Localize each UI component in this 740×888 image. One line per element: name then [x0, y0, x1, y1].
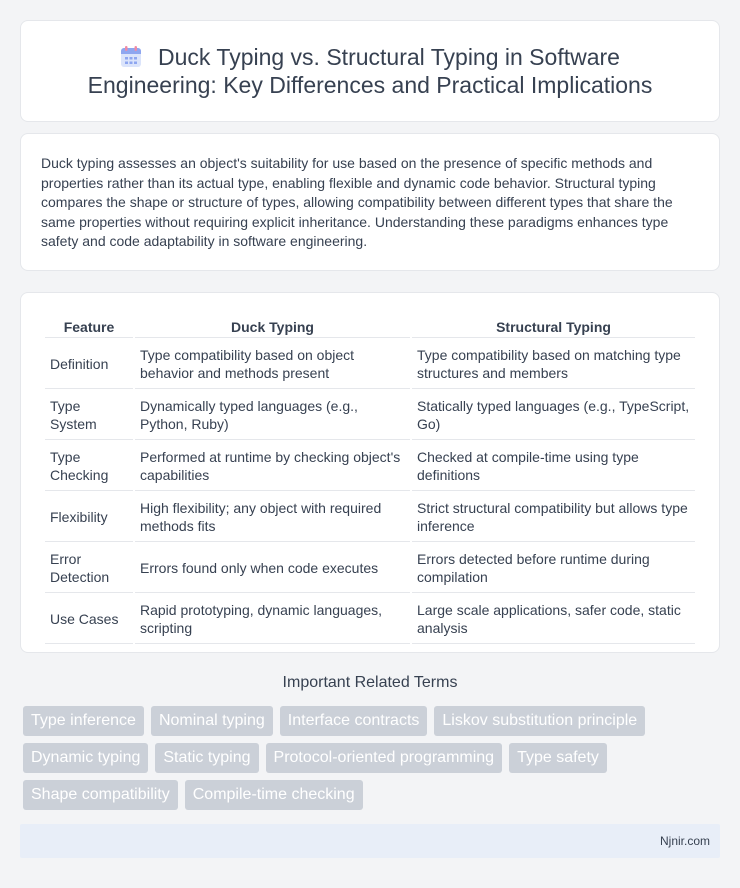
structural-cell: Statically typed languages (e.g., TypeScript, Go) — [412, 391, 695, 440]
structural-cell: Type compatibility based on matching type structures and members — [412, 340, 695, 389]
tag-nominal-typing[interactable]: Nominal typing — [151, 706, 273, 736]
feature-cell: Type System — [45, 391, 133, 440]
title-wrap — [21, 43, 719, 99]
footer-site[interactable]: Njnir.com — [659, 834, 710, 848]
duck-cell: Errors found only when code executes — [135, 544, 410, 593]
header-feature: Feature — [45, 315, 133, 338]
duck-cell: High flexibility; any object with required methods fits — [135, 493, 410, 542]
duck-cell: Dynamically typed languages (e.g., Python, Ruby) — [135, 391, 410, 440]
table-row — [45, 391, 695, 440]
related-terms-heading: Important Related Terms — [282, 674, 458, 691]
tag-static-typing[interactable]: Static typing — [155, 743, 258, 773]
feature-cell: Error Detection — [45, 544, 133, 593]
tag-liskov-substitution[interactable]: Liskov substitution principle — [434, 706, 645, 736]
structural-cell: Strict structural compatibility but allows type inference — [412, 493, 695, 542]
tag-type-safety[interactable]: Type safety — [509, 743, 607, 773]
tag-interface-contracts[interactable]: Interface contracts — [280, 706, 428, 736]
tag-shape-compatibility[interactable]: Shape compatibility — [23, 780, 178, 810]
tag-dynamic-typing[interactable]: Dynamic typing — [23, 743, 148, 773]
tag-protocol-oriented[interactable]: Protocol-oriented programming — [266, 743, 503, 773]
footer — [20, 824, 720, 858]
calendar-icon — [120, 46, 142, 68]
table-row — [45, 340, 695, 389]
header-duck-typing: Duck Typing — [135, 315, 410, 338]
feature-cell: Use Cases — [45, 595, 133, 644]
table-row — [45, 493, 695, 542]
related-terms-list — [23, 706, 723, 817]
intro-text: Duck typing assesses an object's suitability for use based on the presence of specific methods and properties rather than its actual type, enabling flexible and dynamic code behavior. Structural typing compares the shape or structure of types, allowing compatibility between different types that share the same properties without requiring explicit inheritance. Understanding these paradigms enhances type safety and code adaptability in software engineering. — [41, 155, 673, 249]
structural-cell: Large scale applications, safer code, static analysis — [412, 595, 695, 644]
tag-type-inference[interactable]: Type inference — [23, 706, 144, 736]
header-structural-typing: Structural Typing — [412, 315, 695, 338]
page-title-text: Duck Typing vs. Structural Typing in Software Engineering: Key Differences and Practical Implications — [87, 44, 653, 98]
comparison-card — [20, 292, 720, 653]
table-row — [45, 595, 695, 644]
duck-cell: Rapid prototyping, dynamic languages, scripting — [135, 595, 410, 644]
comparison-table — [43, 313, 697, 646]
duck-cell: Performed at runtime by checking object's capabilities — [135, 442, 410, 491]
table-header-row — [45, 315, 695, 338]
tag-compile-time-checking[interactable]: Compile-time checking — [185, 780, 363, 810]
table-row — [45, 442, 695, 491]
structural-cell: Checked at compile-time using type definitions — [412, 442, 695, 491]
duck-cell: Type compatibility based on object behavior and methods present — [135, 340, 410, 389]
title-card — [20, 20, 720, 122]
structural-cell: Errors detected before runtime during compilation — [412, 544, 695, 593]
feature-cell: Definition — [45, 340, 133, 389]
intro-card — [20, 133, 720, 271]
feature-cell: Type Checking — [45, 442, 133, 491]
page-title — [61, 43, 679, 99]
feature-cell: Flexibility — [45, 493, 133, 542]
table-row — [45, 544, 695, 593]
